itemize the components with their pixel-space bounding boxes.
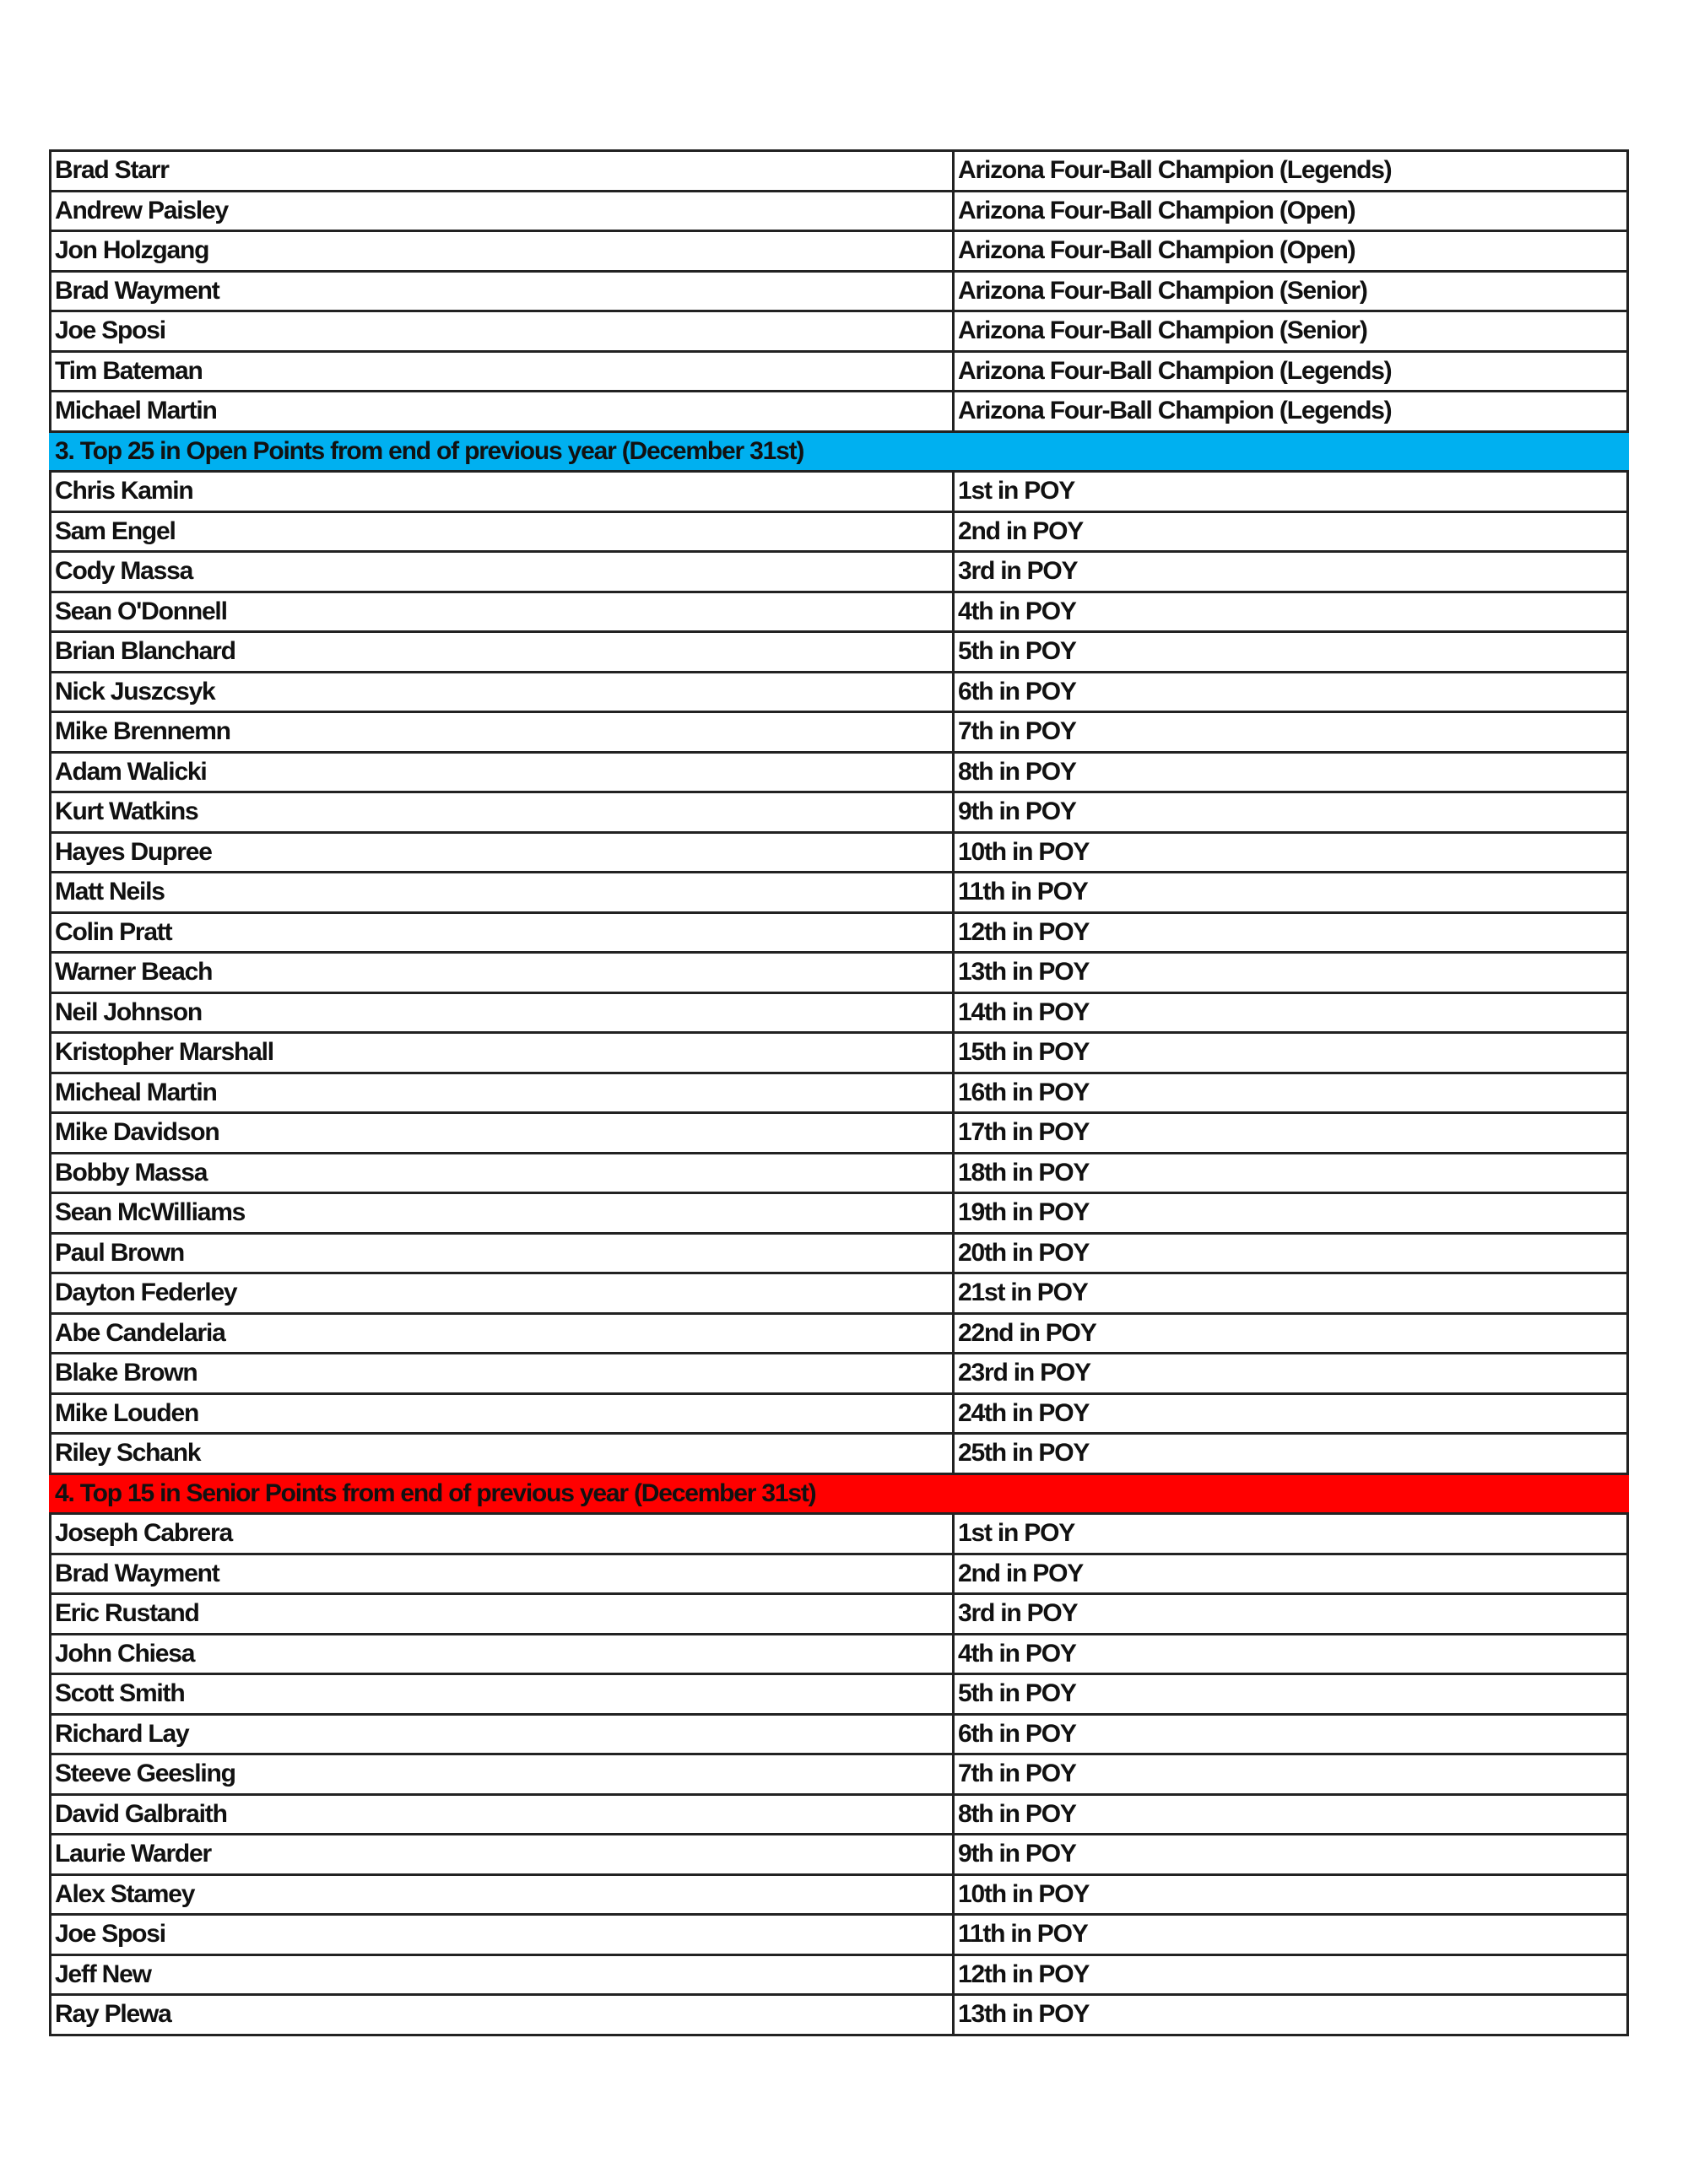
table-row bbox=[51, 1954, 1628, 1995]
player-name-cell: Brad Starr bbox=[51, 151, 954, 192]
qualification-cell: 9th in POY bbox=[954, 792, 1628, 833]
table-row bbox=[51, 1033, 1628, 1073]
qualification-cell: 11th in POY bbox=[954, 1915, 1628, 1955]
qualification-cell: 22nd in POY bbox=[954, 1313, 1628, 1354]
qualification-cell: 12th in POY bbox=[954, 912, 1628, 953]
table-row bbox=[51, 1233, 1628, 1273]
player-name-cell: Laurie Warder bbox=[51, 1835, 954, 1875]
player-name-cell: Jon Holzgang bbox=[51, 231, 954, 272]
qualification-cell: 13th in POY bbox=[954, 953, 1628, 993]
table-row bbox=[51, 231, 1628, 272]
player-name-cell: Neil Johnson bbox=[51, 992, 954, 1033]
player-name-cell: Joe Sposi bbox=[51, 1915, 954, 1955]
qualification-cell: Arizona Four-Ball Champion (Senior) bbox=[954, 271, 1628, 311]
table-row bbox=[51, 873, 1628, 913]
section-header-row bbox=[51, 431, 1628, 472]
table-body bbox=[51, 151, 1628, 2035]
table-row bbox=[51, 271, 1628, 311]
table-row bbox=[51, 912, 1628, 953]
table-row bbox=[51, 1794, 1628, 1835]
player-name-cell: Dayton Federley bbox=[51, 1273, 954, 1314]
player-name-cell: Joseph Cabrera bbox=[51, 1514, 954, 1554]
qualification-cell: 13th in POY bbox=[954, 1995, 1628, 2035]
table-row bbox=[51, 1514, 1628, 1554]
section-header: 3. Top 25 in Open Points from end of previous year (December 31st) bbox=[51, 431, 1628, 472]
player-name-cell: Kurt Watkins bbox=[51, 792, 954, 833]
player-name-cell: Joe Sposi bbox=[51, 311, 954, 352]
table-row bbox=[51, 953, 1628, 993]
player-name-cell: Scott Smith bbox=[51, 1674, 954, 1715]
qualification-cell: 2nd in POY bbox=[954, 1554, 1628, 1594]
qualification-cell: 5th in POY bbox=[954, 1674, 1628, 1715]
table-row bbox=[51, 592, 1628, 632]
table-row bbox=[51, 191, 1628, 231]
qualification-cell: 24th in POY bbox=[954, 1393, 1628, 1434]
qualification-cell: 8th in POY bbox=[954, 1794, 1628, 1835]
qualification-cell: 11th in POY bbox=[954, 873, 1628, 913]
player-name-cell: Colin Pratt bbox=[51, 912, 954, 953]
table-row bbox=[51, 1995, 1628, 2035]
qualification-cell: 9th in POY bbox=[954, 1835, 1628, 1875]
player-name-cell: Alex Stamey bbox=[51, 1874, 954, 1915]
player-name-cell: Mike Louden bbox=[51, 1393, 954, 1434]
player-name-cell: Sean O'Donnell bbox=[51, 592, 954, 632]
qualification-cell: 19th in POY bbox=[954, 1193, 1628, 1234]
qualification-cell: Arizona Four-Ball Champion (Legends) bbox=[954, 392, 1628, 432]
table-row bbox=[51, 1113, 1628, 1154]
qualification-cell: 18th in POY bbox=[954, 1153, 1628, 1193]
player-name-cell: Jeff New bbox=[51, 1954, 954, 1995]
qualification-cell: 6th in POY bbox=[954, 672, 1628, 712]
qualification-cell: 10th in POY bbox=[954, 832, 1628, 873]
table-row bbox=[51, 1714, 1628, 1754]
table-row bbox=[51, 1674, 1628, 1715]
player-name-cell: Richard Lay bbox=[51, 1714, 954, 1754]
player-name-cell: Bobby Massa bbox=[51, 1153, 954, 1193]
table-row bbox=[51, 1434, 1628, 1474]
qualification-cell: 3rd in POY bbox=[954, 1594, 1628, 1635]
player-name-cell: Michael Martin bbox=[51, 392, 954, 432]
player-name-cell: Sean McWilliams bbox=[51, 1193, 954, 1234]
table-row bbox=[51, 1354, 1628, 1394]
table-row bbox=[51, 552, 1628, 592]
section-header: 4. Top 15 in Senior Points from end of previous year (December 31st) bbox=[51, 1473, 1628, 1514]
player-name-cell: Nick Juszcsyk bbox=[51, 672, 954, 712]
qualification-cell: 8th in POY bbox=[954, 752, 1628, 792]
qualification-cell: Arizona Four-Ball Champion (Senior) bbox=[954, 311, 1628, 352]
table-row bbox=[51, 1073, 1628, 1113]
player-name-cell: Riley Schank bbox=[51, 1434, 954, 1474]
player-name-cell: Blake Brown bbox=[51, 1354, 954, 1394]
table-row bbox=[51, 1634, 1628, 1674]
player-name-cell: Sam Engel bbox=[51, 511, 954, 552]
player-name-cell: Kristopher Marshall bbox=[51, 1033, 954, 1073]
table-row bbox=[51, 832, 1628, 873]
qualification-cell: Arizona Four-Ball Champion (Legends) bbox=[954, 151, 1628, 192]
qualification-cell: Arizona Four-Ball Champion (Open) bbox=[954, 191, 1628, 231]
qualification-cell: 10th in POY bbox=[954, 1874, 1628, 1915]
qualification-cell: 3rd in POY bbox=[954, 552, 1628, 592]
table-row bbox=[51, 672, 1628, 712]
table-row bbox=[51, 1915, 1628, 1955]
player-name-cell: Brian Blanchard bbox=[51, 632, 954, 673]
qualification-cell: Arizona Four-Ball Champion (Open) bbox=[954, 231, 1628, 272]
qualification-cell: 5th in POY bbox=[954, 632, 1628, 673]
player-name-cell: Steeve Geesling bbox=[51, 1754, 954, 1795]
table-row bbox=[51, 752, 1628, 792]
player-name-cell: Cody Massa bbox=[51, 552, 954, 592]
qualification-cell: 25th in POY bbox=[954, 1434, 1628, 1474]
table-row bbox=[51, 1193, 1628, 1234]
player-name-cell: Eric Rustand bbox=[51, 1594, 954, 1635]
qualification-cell: 16th in POY bbox=[954, 1073, 1628, 1113]
qualification-cell: 20th in POY bbox=[954, 1233, 1628, 1273]
player-name-cell: Brad Wayment bbox=[51, 1554, 954, 1594]
player-name-cell: Andrew Paisley bbox=[51, 191, 954, 231]
qualifiers-table bbox=[49, 149, 1629, 2036]
player-name-cell: Tim Bateman bbox=[51, 351, 954, 392]
qualification-cell: 23rd in POY bbox=[954, 1354, 1628, 1394]
qualification-cell: 14th in POY bbox=[954, 992, 1628, 1033]
table-row bbox=[51, 1835, 1628, 1875]
player-name-cell: Chris Kamin bbox=[51, 472, 954, 512]
table-row bbox=[51, 151, 1628, 192]
table-row bbox=[51, 351, 1628, 392]
qualification-cell: 2nd in POY bbox=[954, 511, 1628, 552]
qualification-cell: 12th in POY bbox=[954, 1954, 1628, 1995]
table-row bbox=[51, 311, 1628, 352]
table-row bbox=[51, 1393, 1628, 1434]
player-name-cell: Abe Candelaria bbox=[51, 1313, 954, 1354]
qualification-cell: Arizona Four-Ball Champion (Legends) bbox=[954, 351, 1628, 392]
player-name-cell: Ray Plewa bbox=[51, 1995, 954, 2035]
table-row bbox=[51, 1754, 1628, 1795]
qualification-cell: 1st in POY bbox=[954, 472, 1628, 512]
qualification-cell: 7th in POY bbox=[954, 712, 1628, 753]
table-row bbox=[51, 472, 1628, 512]
player-name-cell: Warner Beach bbox=[51, 953, 954, 993]
table-row bbox=[51, 632, 1628, 673]
qualification-cell: 15th in POY bbox=[954, 1033, 1628, 1073]
player-name-cell: Matt Neils bbox=[51, 873, 954, 913]
table-row bbox=[51, 992, 1628, 1033]
qualification-cell: 7th in POY bbox=[954, 1754, 1628, 1795]
table-row bbox=[51, 1594, 1628, 1635]
table-row bbox=[51, 511, 1628, 552]
player-name-cell: Mike Davidson bbox=[51, 1113, 954, 1154]
section-header-row bbox=[51, 1473, 1628, 1514]
table-row bbox=[51, 1313, 1628, 1354]
qualification-cell: 4th in POY bbox=[954, 1634, 1628, 1674]
qualification-cell: 4th in POY bbox=[954, 592, 1628, 632]
table-row bbox=[51, 1874, 1628, 1915]
qualification-cell: 1st in POY bbox=[954, 1514, 1628, 1554]
table-row bbox=[51, 712, 1628, 753]
player-name-cell: David Galbraith bbox=[51, 1794, 954, 1835]
table-row bbox=[51, 392, 1628, 432]
player-name-cell: Micheal Martin bbox=[51, 1073, 954, 1113]
table-row bbox=[51, 1273, 1628, 1314]
table-row bbox=[51, 1554, 1628, 1594]
table-row bbox=[51, 792, 1628, 833]
table-row bbox=[51, 1153, 1628, 1193]
qualification-cell: 21st in POY bbox=[954, 1273, 1628, 1314]
qualification-cell: 17th in POY bbox=[954, 1113, 1628, 1154]
player-name-cell: John Chiesa bbox=[51, 1634, 954, 1674]
player-name-cell: Hayes Dupree bbox=[51, 832, 954, 873]
player-name-cell: Adam Walicki bbox=[51, 752, 954, 792]
player-name-cell: Paul Brown bbox=[51, 1233, 954, 1273]
qualification-cell: 6th in POY bbox=[954, 1714, 1628, 1754]
player-name-cell: Brad Wayment bbox=[51, 271, 954, 311]
player-name-cell: Mike Brennemn bbox=[51, 712, 954, 753]
